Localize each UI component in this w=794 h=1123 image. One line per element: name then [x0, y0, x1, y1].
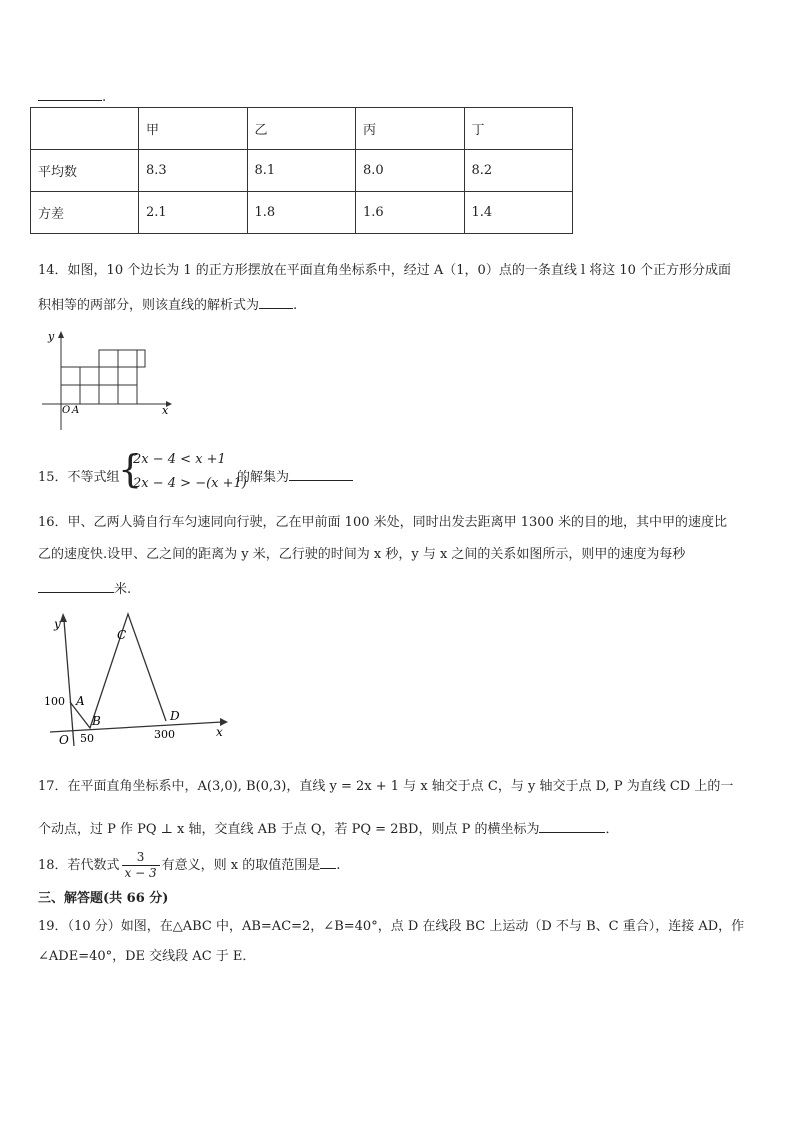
q17-answer-blank[interactable]: [539, 818, 605, 833]
table-cell: 丁: [464, 108, 573, 150]
point-b-label: B: [92, 714, 101, 728]
top-answer-line: [38, 86, 106, 105]
q16-line1: 16．甲、乙两人骑自行车匀速同向行驶，乙在甲前面 100 米处，同时出发去距离甲 1300 米的目的地，其中甲的速度比: [38, 515, 727, 530]
period: .: [102, 90, 107, 105]
table-cell: 平均数: [31, 150, 139, 192]
q15-prefix: 15．不等式组: [38, 470, 120, 485]
q18: [38, 850, 340, 881]
x-axis: [50, 722, 222, 732]
table-cell: 8.1: [247, 150, 356, 192]
table-cell: 甲: [139, 108, 248, 150]
q15-answer-blank[interactable]: [289, 466, 353, 481]
table-cell: 丙: [356, 108, 465, 150]
q18-suffix: 有意义，则 x 的取值范围是: [161, 858, 321, 873]
score-table: [30, 107, 573, 234]
q17-line1: 17．在平面直角坐标系中，A(3,0), B(0,3)，直线 y = 2x + 1 与 x 轴交于点 C，与 y 轴交于点 D, P 为直线 CD 上的一: [38, 779, 734, 794]
table-cell: 1.8: [247, 192, 356, 234]
q16-line2: 乙的速度快.设甲、乙之间的距离为 y 米，乙行驶的时间为 x 秒，y 与 x 之间的关系如图所示，则甲的速度为每秒: [38, 547, 686, 562]
brace-icon: {: [118, 447, 143, 491]
q16-line3: [38, 578, 764, 599]
q15-suffix-text: 的解集为: [237, 470, 290, 485]
q18-prefix: 18．若代数式: [38, 858, 120, 873]
table-row: [31, 192, 573, 234]
q17-end: ．: [605, 822, 619, 837]
q18-end: .: [336, 858, 341, 873]
y-label: y: [54, 617, 61, 631]
table-cell: 乙: [247, 108, 356, 150]
q16-unit: 米.: [114, 582, 132, 597]
table-header-row: [31, 108, 573, 150]
table-cell: 8.3: [139, 150, 248, 192]
tick-300: 300: [154, 728, 175, 741]
answer-blank[interactable]: [38, 86, 102, 101]
origin-label: O: [59, 733, 69, 747]
y-axis: [64, 620, 74, 746]
q14-period: .: [293, 298, 298, 313]
tick-100: 100: [44, 695, 65, 708]
y-label: y: [48, 330, 55, 343]
origin-label: O: [62, 405, 71, 416]
q18-fraction: [122, 850, 160, 881]
q14-line2-text: 积相等的两部分，则该直线的解析式为: [38, 298, 260, 313]
fraction-denominator: x − 3: [124, 866, 157, 880]
q15-inequality-2: 2x − 4 > −(x +1): [133, 476, 247, 491]
q15-suffix: [237, 466, 353, 485]
point-a-label: A: [72, 405, 80, 416]
q14-line1: 14．如图，10 个边长为 1 的正方形摆放在平面直角坐标系中，经过 A（1，0）点的一条直线 l 将这 10 个正方形分成面: [38, 263, 732, 278]
point-c-label: C: [117, 628, 127, 642]
table-cell: 1.4: [464, 192, 573, 234]
table-row: [31, 150, 573, 192]
q14-figure: [34, 326, 174, 434]
q19-line1: 19．（10 分）如图，在△ABC 中，AB=AC=2，∠B=40°，点 D 在线段 BC 上运动（D 不与 B、C 重合），连接 AD，作: [38, 919, 745, 934]
q15-inequality-1: 2x − 4 < x +1: [133, 452, 226, 467]
table-cell: 8.0: [356, 150, 465, 192]
table-cell: 2.1: [139, 192, 248, 234]
tick-50: 50: [80, 732, 94, 745]
q14-answer-blank[interactable]: [259, 294, 293, 309]
table-cell: [31, 108, 139, 150]
table-cell: 8.2: [464, 150, 573, 192]
q19-line2: ∠ADE=40°，DE 交线段 AC 于 E．: [38, 949, 256, 964]
table-cell: 1.6: [356, 192, 465, 234]
q16-figure: [40, 608, 240, 748]
q17-line2-text: 个动点，过 P 作 PQ ⊥ x 轴，交直线 AB 于点 Q，若 PQ = 2BD，则点 P 的横坐标为: [38, 822, 540, 837]
q16-answer-blank[interactable]: [38, 578, 114, 593]
point-d-label: D: [170, 709, 180, 723]
table-cell: 方差: [31, 192, 139, 234]
fraction-numerator: 3: [122, 850, 160, 866]
q14-line2: [38, 294, 764, 315]
q18-answer-blank[interactable]: [320, 854, 336, 869]
point-a-label: A: [76, 694, 85, 708]
q17-line2: [38, 818, 764, 839]
x-label: x: [162, 404, 169, 417]
section-heading: 三、解答题(共 66 分): [38, 891, 169, 906]
x-label: x: [216, 725, 223, 739]
